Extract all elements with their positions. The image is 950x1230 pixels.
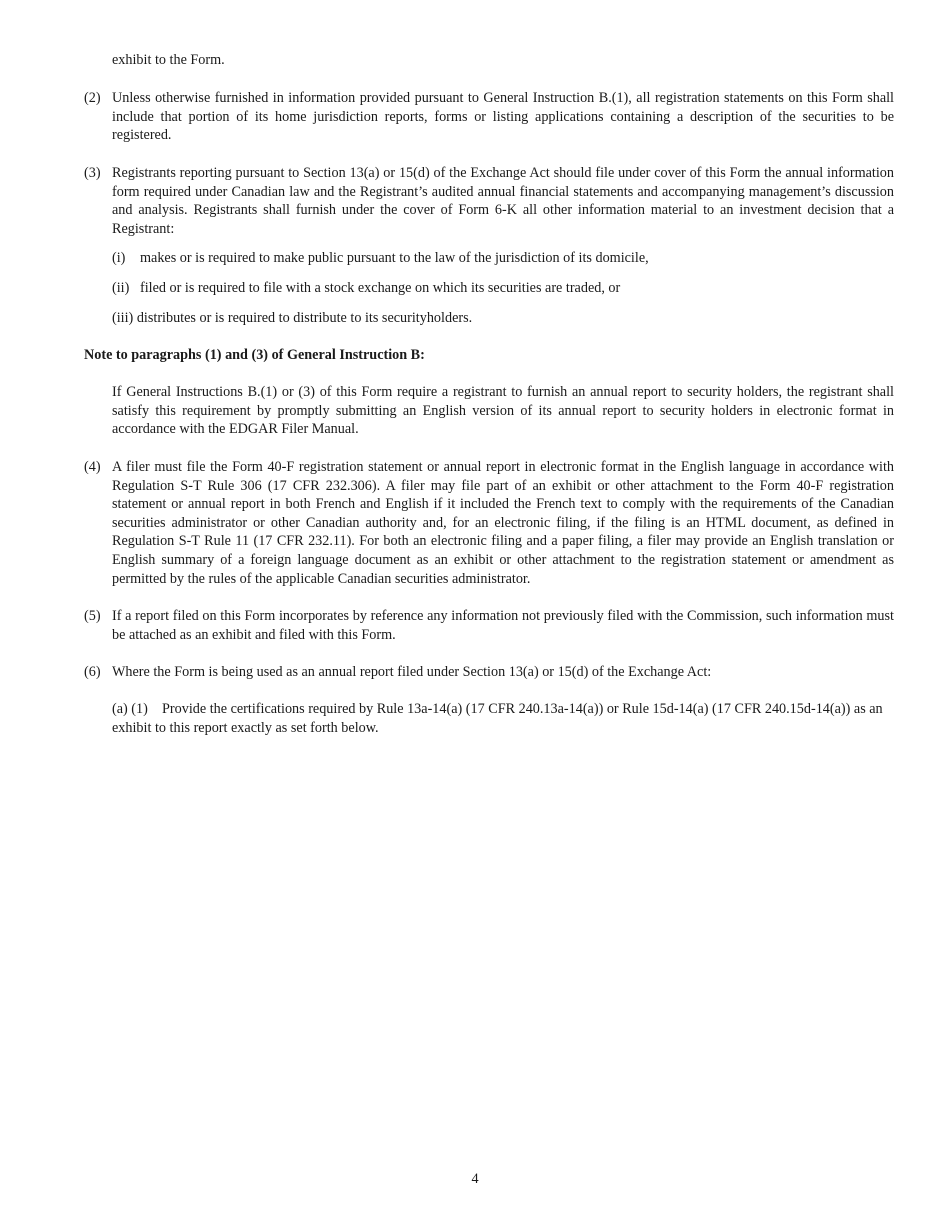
paragraph-2 xyxy=(84,89,894,145)
paragraph-6 xyxy=(84,663,894,682)
paragraph-number: (6) xyxy=(84,664,101,680)
note-heading: Note to paragraphs (1) and (3) of General Instruction B: xyxy=(84,347,425,363)
paragraph-text: Unless otherwise furnished in information provided pursuant to General Instruction B.(1), all registration statements on this Form shall include that portion of its home jurisdiction reports, forms or listing applications containing a description of the securities to be registered. xyxy=(112,90,894,144)
subitem-text: makes or is required to make public pursuant to the law of the jurisdiction of its domicile, xyxy=(140,250,649,266)
subitem-number: (iii) xyxy=(112,310,134,326)
continuation-text: exhibit to the Form. xyxy=(112,52,225,68)
subitem-ii xyxy=(112,279,894,298)
subitem-number: (i) xyxy=(112,250,126,266)
item-label: (a) (1) xyxy=(112,701,148,717)
subitem-iii xyxy=(112,309,894,328)
page-number: 4 xyxy=(471,1171,479,1187)
paragraph-3 xyxy=(84,164,894,238)
paragraph-number: (2) xyxy=(84,90,101,106)
note-text: If General Instructions B.(1) or (3) of this Form require a registrant to furnish an annual report to security holders, the registrant shall satisfy this requirement by promptly submitting an English version of its annual report to security holders in electronic format in accordance with the EDGAR Filer Manual. xyxy=(112,384,894,438)
paragraph-text: Where the Form is being used as an annual report filed under Section 13(a) or 15(d) of the Exchange Act: xyxy=(112,664,712,680)
paragraph-5 xyxy=(84,607,894,644)
subitem-i xyxy=(112,249,894,268)
item-text: Provide the certifications required by Rule 13a-14(a) (17 CFR 240.13a-14(a)) or Rule 15d-14(a) (17 CFR 240.15d-14(a)) as an exhibit to this report exactly as set forth below. xyxy=(112,701,883,736)
paragraph-text: Registrants reporting pursuant to Section 13(a) or 15(d) of the Exchange Act should file under cover of this Form the annual information form required under Canadian law and the Registrant’s audited annual financial statements and accompanying management’s discussion and analysis. Registrants shall furnish under the cover of Form 6-K all other information material to an investment decision that a Registrant: xyxy=(112,165,894,237)
item-6a-1 xyxy=(112,700,894,737)
subitem-number: (ii) xyxy=(112,280,130,296)
paragraph-number: (4) xyxy=(84,459,101,475)
paragraph-text: A filer must file the Form 40-F registration statement or annual report in electronic format in the English language in accordance with Regulation S-T Rule 306 (17 CFR 232.306). A filer may file part of an exhibit or other attachment to the Form 40-F registration statement or annual report in both French and English if it included the French text to comply with the requirements of the Canadian securities administrator or other Canadian authority and, for an electronic filing, if the filing is an HTML document, as defined in Regulation S-T Rule 11 (17 CFR 232.11). For both an electronic filing and a paper filing, a filer may provide an English translation or English summary of a foreign language document as an exhibit or other attachment to the registration statement or amendment as permitted by the rules of the applicable Canadian securities administrator. xyxy=(112,459,894,587)
paragraph-4 xyxy=(84,458,894,588)
paragraph-text: If a report filed on this Form incorporates by reference any information not previously filed with the Commission, such information must be attached as an exhibit and filed with this Form. xyxy=(112,608,894,643)
subitem-text: distributes or is required to distribute to its securityholders. xyxy=(136,310,473,326)
paragraph-number: (3) xyxy=(84,165,101,181)
paragraph-number: (5) xyxy=(84,608,101,624)
subitem-text: filed or is required to file with a stock exchange on which its securities are traded, or xyxy=(140,280,621,296)
